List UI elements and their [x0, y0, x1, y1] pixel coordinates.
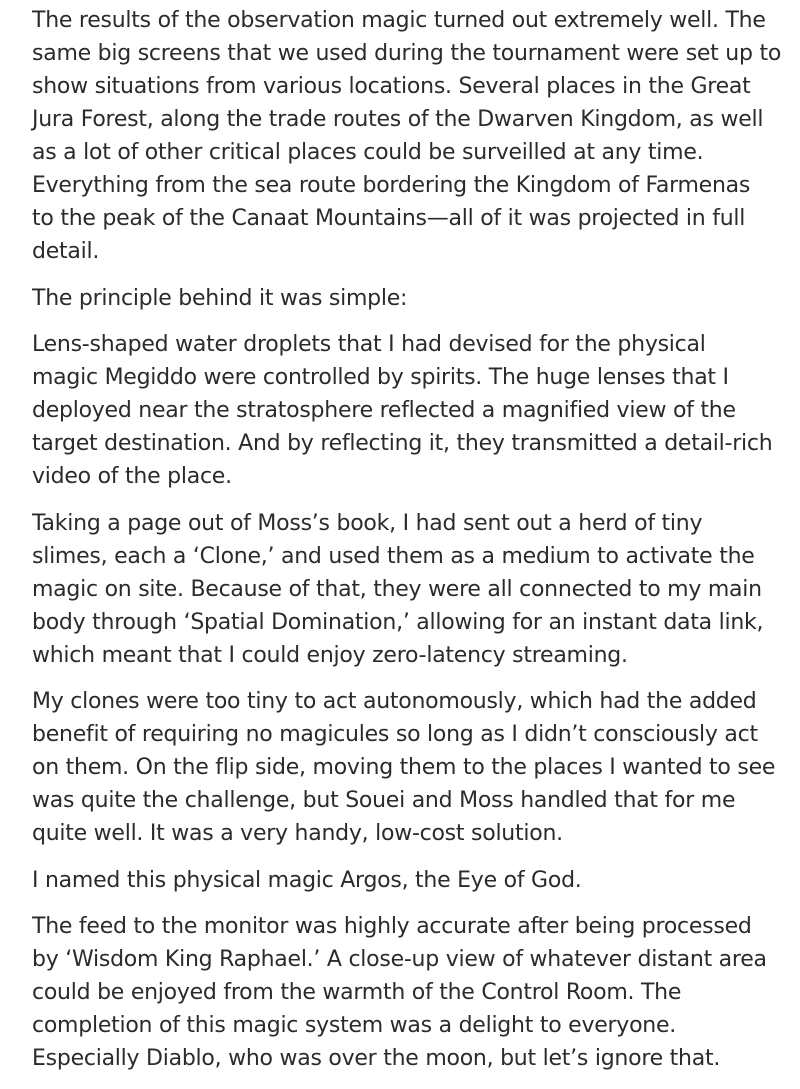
text-line: which meant that I could enjoy zero-latency streaming.: [32, 642, 628, 668]
text-line: The feed to the monitor was highly accurate after being processed: [32, 914, 752, 939]
text-line: Taking a page out of Moss’s book, I had sent out a herd of tiny: [32, 510, 703, 536]
text-line: show situations from various locations. Several places in the Great: [32, 74, 751, 99]
paragraph: [32, 685, 776, 850]
text-line: The principle behind it was simple:: [32, 285, 408, 311]
text-line: Jura Forest, along the trade routes of the Dwarven Kingdom, as well: [32, 107, 764, 132]
text-line: could be enjoyed from the warmth of the Control Room. The: [32, 980, 682, 1005]
text-line: benefit of requiring no magicules so long as I didn’t consciously act: [32, 722, 758, 747]
text-line: as a lot of other critical places could be surveilled at any time.: [32, 140, 704, 165]
text-line: to the peak of the Canaat Mountains—all of it was projected in full: [32, 206, 746, 231]
text-line: Lens-shaped water droplets that I had devised for the physical: [32, 332, 706, 357]
text-line: magic on site. Because of that, they were all connected to my main: [32, 576, 762, 602]
text-line: was quite the challenge, but Souei and Moss handled that for me: [32, 788, 736, 813]
text-line: The results of the observation magic turned out extremely well. The: [32, 8, 766, 33]
text-line: by ‘Wisdom King Raphael.’ A close-up view of whatever distant area: [32, 947, 767, 972]
text-line: quite well. It was a very handy, low-cost solution.: [32, 821, 563, 846]
paragraph: [32, 507, 772, 672]
paragraph: [32, 910, 772, 1075]
text-line: completion of this magic system was a delight to everyone.: [32, 1013, 676, 1038]
text-line: I named this physical magic Argos, the Eye of God.: [32, 867, 582, 893]
text-line: Especially Diablo, who was over the moon, but let’s ignore that.: [32, 1046, 721, 1071]
text-line: on them. On the flip side, moving them to the places I wanted to see: [32, 755, 776, 780]
text-line: target destination. And by reflecting it, they transmitted a detail-rich: [32, 431, 773, 456]
text-line: magic Megiddo were controlled by spirits. The huge lenses that I: [32, 365, 729, 390]
paragraph: [32, 4, 782, 268]
text-line: My clones were too tiny to act autonomously, which had the added: [32, 689, 757, 714]
reading-pane: [32, 4, 782, 1089]
text-line: same big screens that we used during the tournament were set up to: [32, 41, 782, 66]
text-line: Everything from the sea route bordering the Kingdom of Farmenas: [32, 173, 751, 198]
text-line: video of the place.: [32, 464, 232, 489]
text-line: body through ‘Spatial Domination,’ allowing for an instant data link,: [32, 609, 764, 635]
paragraph: [32, 282, 772, 315]
paragraph: [32, 328, 772, 493]
paragraph: [32, 864, 772, 897]
text-line: detail.: [32, 239, 100, 264]
text-line: deployed near the stratosphere reflected a magnified view of the: [32, 398, 736, 423]
text-line: slimes, each a ‘Clone,’ and used them as a medium to activate the: [32, 543, 755, 569]
